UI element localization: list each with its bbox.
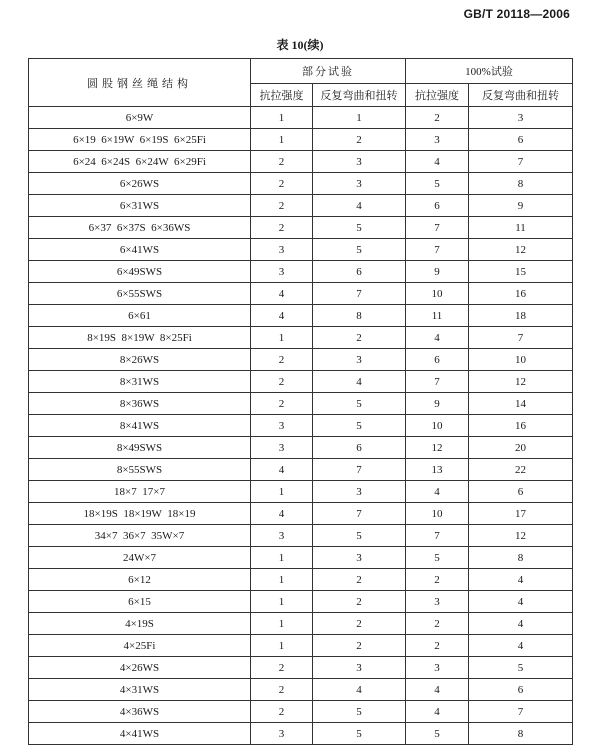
full-bend-cell: 10 [469, 349, 573, 371]
table-row [29, 701, 573, 723]
table-row [29, 261, 573, 283]
full-tensile-cell: 5 [406, 723, 469, 745]
table-row [29, 217, 573, 239]
full-bend-cell: 17 [469, 503, 573, 525]
structure-cell: 18×7 17×7 [29, 481, 251, 503]
partial-tensile-cell: 1 [251, 129, 313, 151]
full-bend-cell: 6 [469, 129, 573, 151]
structure-cell: 6×37 6×37S 6×36WS [29, 217, 251, 239]
table-row [29, 371, 573, 393]
table-row [29, 723, 573, 745]
full-tensile-cell: 13 [406, 459, 469, 481]
full-bend-cell: 5 [469, 657, 573, 679]
partial-bend-cell: 2 [313, 591, 406, 613]
structure-cell: 8×55SWS [29, 459, 251, 481]
partial-bend-header: 反复弯曲和扭转 [313, 84, 406, 107]
full-tensile-cell: 7 [406, 239, 469, 261]
partial-bend-cell: 5 [313, 415, 406, 437]
partial-tensile-cell: 3 [251, 437, 313, 459]
structure-cell: 6×61 [29, 305, 251, 327]
partial-bend-cell: 7 [313, 503, 406, 525]
full-bend-cell: 6 [469, 679, 573, 701]
partial-tensile-cell: 4 [251, 503, 313, 525]
structure-cell: 18×19S 18×19W 18×19 [29, 503, 251, 525]
table-row [29, 437, 573, 459]
structure-cell: 8×49SWS [29, 437, 251, 459]
structure-cell: 8×41WS [29, 415, 251, 437]
full-tensile-cell: 6 [406, 349, 469, 371]
partial-tensile-cell: 1 [251, 327, 313, 349]
full-tensile-cell: 10 [406, 503, 469, 525]
structure-cell: 6×26WS [29, 173, 251, 195]
full-bend-cell: 4 [469, 613, 573, 635]
table-row [29, 151, 573, 173]
full-bend-cell: 20 [469, 437, 573, 459]
partial-bend-cell: 5 [313, 239, 406, 261]
table-row [29, 613, 573, 635]
full-tensile-cell: 3 [406, 657, 469, 679]
partial-tensile-cell: 3 [251, 415, 313, 437]
spec-table [28, 58, 573, 745]
partial-bend-cell: 3 [313, 657, 406, 679]
full-tensile-cell: 4 [406, 151, 469, 173]
full-tensile-cell: 4 [406, 327, 469, 349]
partial-tensile-header: 抗拉强度 [251, 84, 313, 107]
partial-tensile-cell: 1 [251, 481, 313, 503]
structure-cell: 6×55SWS [29, 283, 251, 305]
full-tensile-cell: 4 [406, 679, 469, 701]
partial-test-header: 部分试验 [251, 59, 406, 84]
full-bend-cell: 14 [469, 393, 573, 415]
full-tensile-cell: 6 [406, 195, 469, 217]
full-bend-cell: 16 [469, 415, 573, 437]
full-tensile-cell: 10 [406, 283, 469, 305]
partial-bend-cell: 2 [313, 327, 406, 349]
partial-bend-cell: 5 [313, 525, 406, 547]
full-bend-cell: 22 [469, 459, 573, 481]
standard-code: GB/T 20118—2006 [463, 7, 570, 21]
full-bend-cell: 4 [469, 635, 573, 657]
full-tensile-cell: 9 [406, 393, 469, 415]
structure-cell: 6×41WS [29, 239, 251, 261]
partial-tensile-cell: 1 [251, 613, 313, 635]
table-row [29, 283, 573, 305]
table-row [29, 459, 573, 481]
structure-cell: 6×9W [29, 107, 251, 129]
structure-cell: 6×31WS [29, 195, 251, 217]
partial-tensile-cell: 2 [251, 349, 313, 371]
table-row [29, 415, 573, 437]
partial-bend-cell: 5 [313, 723, 406, 745]
partial-tensile-cell: 3 [251, 723, 313, 745]
partial-bend-cell: 3 [313, 173, 406, 195]
table-row [29, 349, 573, 371]
full-bend-cell: 12 [469, 525, 573, 547]
structure-cell: 4×25Fi [29, 635, 251, 657]
full-tensile-cell: 4 [406, 701, 469, 723]
structure-cell: 6×15 [29, 591, 251, 613]
full-tensile-cell: 3 [406, 591, 469, 613]
table-row [29, 591, 573, 613]
structure-cell: 34×7 36×7 35W×7 [29, 525, 251, 547]
table-row [29, 679, 573, 701]
full-bend-cell: 8 [469, 723, 573, 745]
partial-tensile-cell: 2 [251, 679, 313, 701]
partial-bend-cell: 2 [313, 613, 406, 635]
structure-cell: 6×12 [29, 569, 251, 591]
partial-bend-cell: 3 [313, 151, 406, 173]
partial-tensile-cell: 4 [251, 459, 313, 481]
full-bend-cell: 9 [469, 195, 573, 217]
full-test-header: 100%试验 [406, 59, 573, 84]
partial-tensile-cell: 3 [251, 525, 313, 547]
full-bend-cell: 7 [469, 151, 573, 173]
partial-tensile-cell: 2 [251, 151, 313, 173]
table-row [29, 569, 573, 591]
partial-tensile-cell: 3 [251, 239, 313, 261]
partial-bend-cell: 5 [313, 701, 406, 723]
table-row [29, 503, 573, 525]
full-bend-cell: 16 [469, 283, 573, 305]
partial-bend-cell: 4 [313, 195, 406, 217]
partial-tensile-cell: 2 [251, 657, 313, 679]
table-row [29, 635, 573, 657]
full-bend-cell: 7 [469, 327, 573, 349]
partial-bend-cell: 3 [313, 481, 406, 503]
partial-tensile-cell: 2 [251, 195, 313, 217]
full-tensile-cell: 2 [406, 569, 469, 591]
full-bend-cell: 12 [469, 239, 573, 261]
full-bend-cell: 8 [469, 173, 573, 195]
structure-cell: 8×26WS [29, 349, 251, 371]
partial-tensile-cell: 4 [251, 305, 313, 327]
partial-tensile-cell: 2 [251, 393, 313, 415]
full-tensile-cell: 7 [406, 371, 469, 393]
structure-cell: 6×24 6×24S 6×24W 6×29Fi [29, 151, 251, 173]
partial-bend-cell: 8 [313, 305, 406, 327]
full-bend-cell: 3 [469, 107, 573, 129]
full-bend-cell: 8 [469, 547, 573, 569]
full-tensile-cell: 10 [406, 415, 469, 437]
partial-bend-cell: 2 [313, 569, 406, 591]
full-tensile-cell: 2 [406, 613, 469, 635]
partial-tensile-cell: 1 [251, 547, 313, 569]
partial-tensile-cell: 2 [251, 173, 313, 195]
full-tensile-cell: 7 [406, 217, 469, 239]
structure-cell: 8×19S 8×19W 8×25Fi [29, 327, 251, 349]
full-bend-cell: 12 [469, 371, 573, 393]
partial-bend-cell: 1 [313, 107, 406, 129]
partial-bend-cell: 6 [313, 437, 406, 459]
structure-header: 圆股钢丝绳结构 [29, 59, 251, 107]
header-row [29, 59, 573, 84]
partial-bend-cell: 7 [313, 459, 406, 481]
table-row [29, 239, 573, 261]
full-tensile-cell: 12 [406, 437, 469, 459]
partial-bend-cell: 5 [313, 393, 406, 415]
table-row [29, 173, 573, 195]
full-tensile-cell: 5 [406, 173, 469, 195]
partial-bend-cell: 3 [313, 349, 406, 371]
full-tensile-cell: 2 [406, 635, 469, 657]
partial-bend-cell: 4 [313, 679, 406, 701]
table-row [29, 195, 573, 217]
partial-bend-cell: 3 [313, 547, 406, 569]
full-tensile-cell: 9 [406, 261, 469, 283]
full-tensile-cell: 2 [406, 107, 469, 129]
structure-cell: 8×36WS [29, 393, 251, 415]
partial-tensile-cell: 1 [251, 591, 313, 613]
structure-cell: 4×41WS [29, 723, 251, 745]
table-row [29, 525, 573, 547]
full-tensile-cell: 4 [406, 481, 469, 503]
table-row [29, 393, 573, 415]
table-row [29, 327, 573, 349]
partial-tensile-cell: 4 [251, 283, 313, 305]
partial-bend-cell: 2 [313, 129, 406, 151]
full-bend-cell: 4 [469, 591, 573, 613]
partial-tensile-cell: 1 [251, 635, 313, 657]
full-bend-cell: 18 [469, 305, 573, 327]
table-row [29, 129, 573, 151]
structure-cell: 24W×7 [29, 547, 251, 569]
partial-tensile-cell: 1 [251, 569, 313, 591]
partial-bend-cell: 5 [313, 217, 406, 239]
partial-tensile-cell: 3 [251, 261, 313, 283]
table-row [29, 107, 573, 129]
table-row [29, 305, 573, 327]
structure-cell: 6×19 6×19W 6×19S 6×25Fi [29, 129, 251, 151]
full-tensile-cell: 7 [406, 525, 469, 547]
table-title: 表 10(续) [276, 38, 324, 52]
full-tensile-cell: 11 [406, 305, 469, 327]
partial-tensile-cell: 2 [251, 701, 313, 723]
structure-cell: 4×31WS [29, 679, 251, 701]
partial-bend-cell: 6 [313, 261, 406, 283]
structure-cell: 4×26WS [29, 657, 251, 679]
structure-cell: 8×31WS [29, 371, 251, 393]
full-bend-header: 反复弯曲和扭转 [469, 84, 573, 107]
structure-cell: 4×36WS [29, 701, 251, 723]
structure-cell: 6×49SWS [29, 261, 251, 283]
full-tensile-cell: 3 [406, 129, 469, 151]
partial-tensile-cell: 2 [251, 371, 313, 393]
full-tensile-header: 抗拉强度 [406, 84, 469, 107]
structure-cell: 4×19S [29, 613, 251, 635]
table-row [29, 481, 573, 503]
partial-tensile-cell: 2 [251, 217, 313, 239]
full-tensile-cell: 5 [406, 547, 469, 569]
full-bend-cell: 11 [469, 217, 573, 239]
partial-bend-cell: 2 [313, 635, 406, 657]
full-bend-cell: 15 [469, 261, 573, 283]
partial-bend-cell: 7 [313, 283, 406, 305]
full-bend-cell: 4 [469, 569, 573, 591]
full-bend-cell: 7 [469, 701, 573, 723]
partial-bend-cell: 4 [313, 371, 406, 393]
partial-tensile-cell: 1 [251, 107, 313, 129]
full-bend-cell: 6 [469, 481, 573, 503]
table-row [29, 547, 573, 569]
table-row [29, 657, 573, 679]
